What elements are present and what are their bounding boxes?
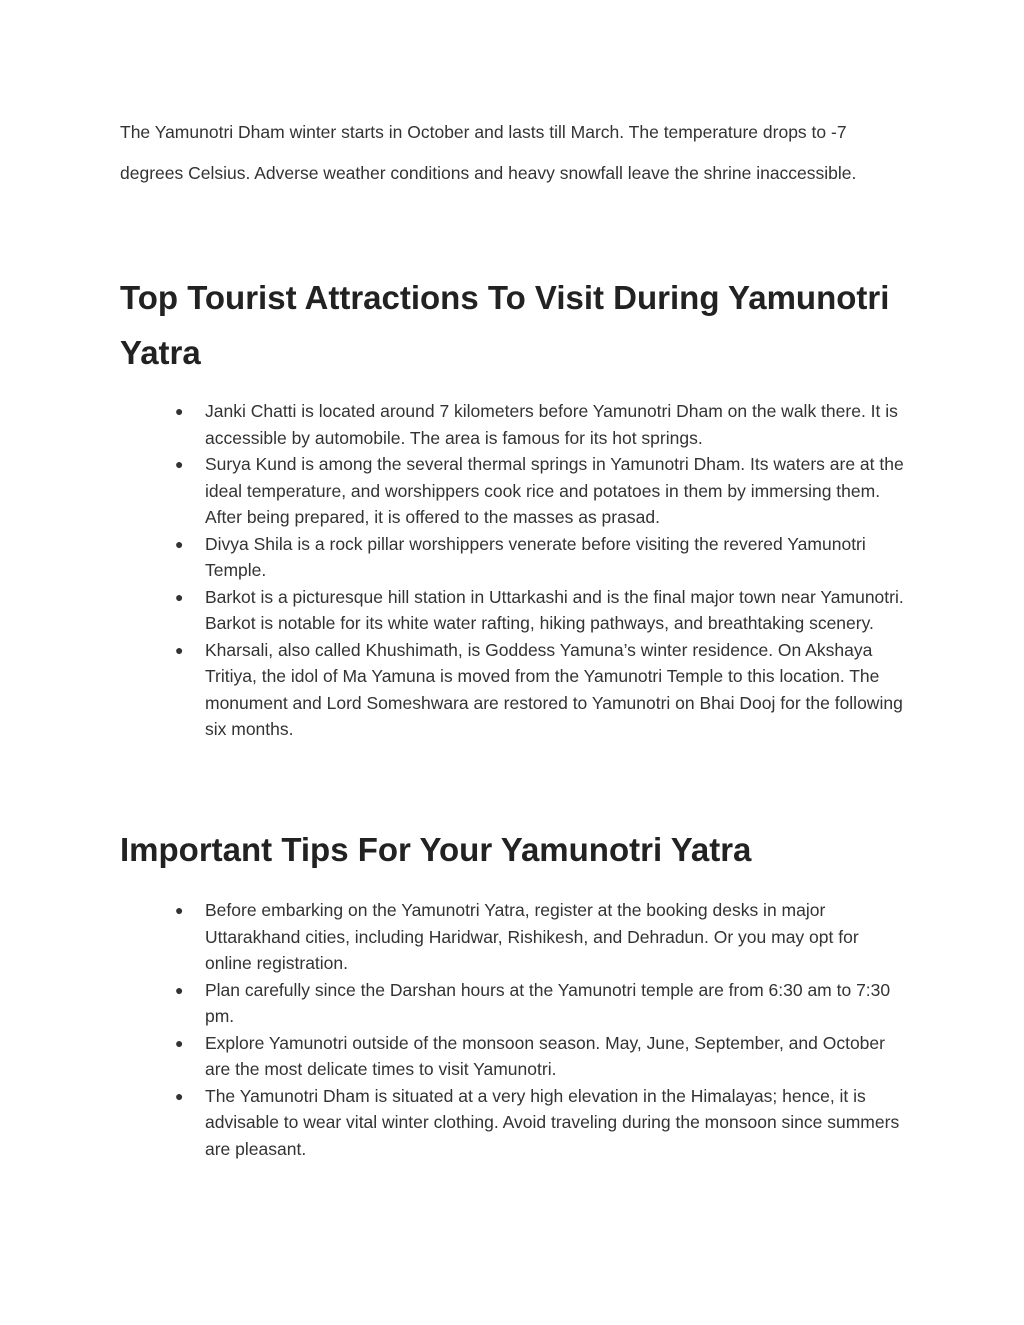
list-item-text: Kharsali, also called Khushimath, is Goddess Yamuna’s winter residence. On Akshaya Tritiya, the idol of Ma Yamuna is moved from the Yamunotri Temple to this location. The monument and Lord Someshwara are restored to Yamunotri on Bhai Dooj for the following six months. — [205, 639, 903, 739]
list-item — [175, 977, 905, 1030]
list-item — [175, 1083, 905, 1163]
bullet-icon: ● — [175, 588, 184, 605]
intro-paragraph: The Yamunotri Dham winter starts in October and lasts till March. The temperature drops to -7 degrees Celsius. Adverse weather conditions and heavy snowfall leave the shrine inaccessible. — [120, 122, 857, 183]
bullet-icon: ● — [175, 981, 184, 998]
list-item-text: Divya Shila is a rock pillar worshippers venerate before visiting the revered Yamunotri Temple. — [205, 533, 866, 580]
bullet-icon: ● — [175, 641, 184, 658]
tips-heading: Important Tips For Your Yamunotri Yatra — [120, 831, 752, 868]
list-item-text: Explore Yamunotri outside of the monsoon season. May, June, September, and October are the most delicate times to visit Yamunotri. — [205, 1032, 885, 1079]
list-item-text: Before embarking on the Yamunotri Yatra, register at the booking desks in major Uttarakhand cities, including Haridwar, Rishikesh, and Dehradun. Or you may opt for online registration. — [205, 900, 859, 973]
list-item — [175, 584, 905, 637]
list-item — [175, 531, 905, 584]
bullet-icon: ● — [175, 1087, 184, 1104]
list-item-text: Barkot is a picturesque hill station in Uttarkashi and is the final major town near Yamunotri. Barkot is notable for its white water rafting, hiking pathways, and breathtaking scenery. — [205, 586, 904, 633]
list-item — [175, 1030, 905, 1083]
bullet-icon: ● — [175, 1034, 184, 1051]
list-item-text: Janki Chatti is located around 7 kilometers before Yamunotri Dham on the walk there. It is accessible by automobile. The area is famous for its hot springs. — [205, 401, 898, 448]
list-item-text: Plan carefully since the Darshan hours at the Yamunotri temple are from 6:30 am to 7:30 pm. — [205, 979, 891, 1026]
list-item — [175, 398, 905, 451]
tips-list — [175, 897, 905, 1162]
bullet-icon: ● — [175, 902, 184, 918]
bullet-icon: ● — [175, 535, 184, 552]
attractions-list — [175, 398, 905, 743]
list-item-text: Surya Kund is among the several thermal springs in Yamunotri Dham. Its waters are at the ideal temperature, and worshippers cook rice and potatoes in them by immersing them. After being prepared, it is offered to the masses as prasad. — [205, 454, 904, 527]
list-item-text: The Yamunotri Dham is situated at a very high elevation in the Himalayas; hence, it is advisable to wear vital winter clothing. Avoid traveling during the monsoon since summers are pleasant. — [205, 1085, 900, 1159]
attractions-heading: Top Tourist Attractions To Visit During Yamunotri Yatra — [120, 279, 890, 371]
bullet-icon: ● — [175, 403, 184, 419]
list-item — [175, 451, 905, 531]
list-item — [175, 897, 905, 977]
bullet-icon: ● — [175, 456, 184, 472]
list-item — [175, 637, 905, 743]
